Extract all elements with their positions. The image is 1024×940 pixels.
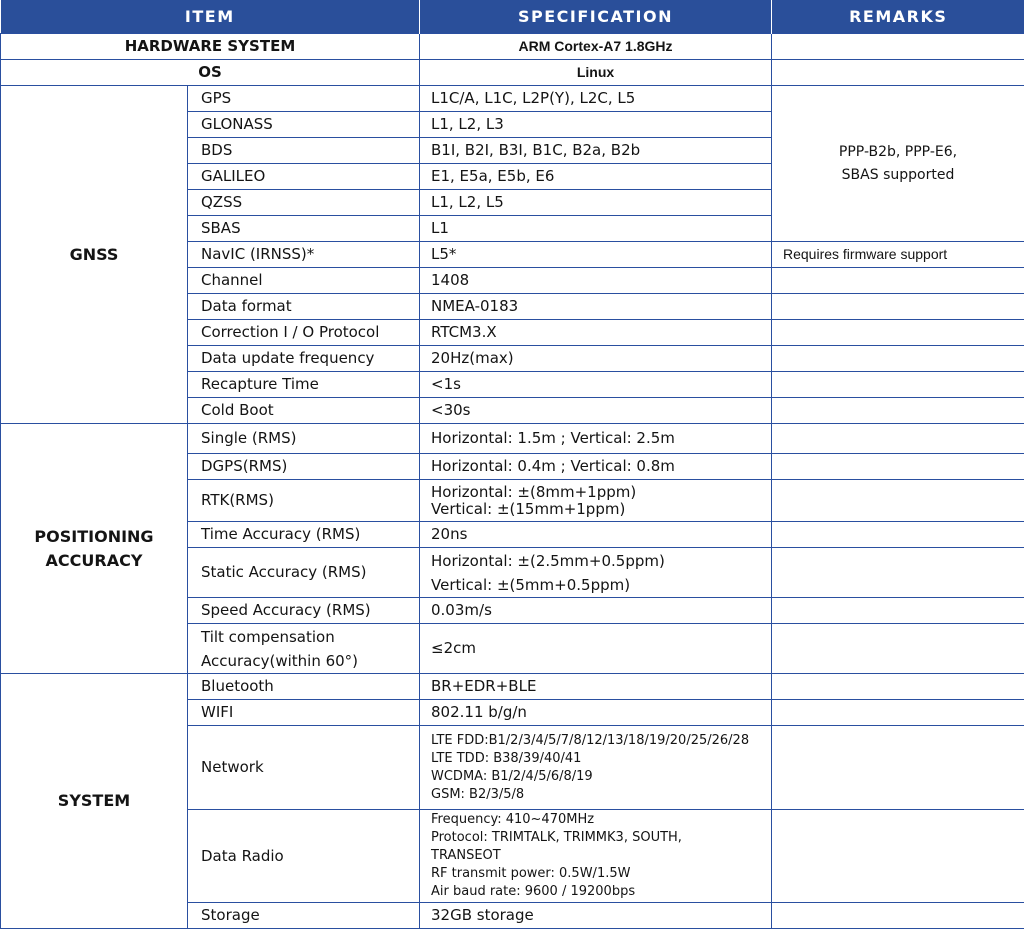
remark-empty bbox=[772, 624, 1024, 674]
table-row bbox=[1, 86, 1024, 112]
spec-line: WCDMA: B1/2/4/5/6/8/19 bbox=[431, 768, 593, 784]
table-row bbox=[1, 674, 1024, 700]
category-positioning-line1: POSITIONING bbox=[34, 526, 154, 546]
spec-line: TRANSEOT bbox=[431, 848, 501, 863]
spec-line: RF transmit power: 0.5W/1.5W bbox=[431, 866, 631, 881]
spec-value bbox=[420, 480, 772, 522]
spec-value bbox=[420, 810, 772, 903]
spec-value: Horizontal: 0.4m ; Vertical: 0.8m bbox=[420, 454, 772, 480]
spec-value: L1, L2, L3 bbox=[420, 112, 772, 138]
spec-value: 32GB storage bbox=[420, 903, 772, 929]
spec-value: 20ns bbox=[420, 522, 772, 548]
remark-empty bbox=[772, 903, 1024, 929]
remark-empty bbox=[772, 548, 1024, 598]
item-label: Cold Boot bbox=[188, 398, 420, 424]
spec-line: Air baud rate: 9600 / 19200bps bbox=[431, 884, 636, 899]
remark-signals bbox=[772, 86, 1024, 242]
header-item: ITEM bbox=[1, 0, 420, 34]
remark-navic: Requires firmware support bbox=[772, 242, 1024, 268]
spec-value: 802.11 b/g/n bbox=[420, 700, 772, 726]
remark-empty bbox=[772, 700, 1024, 726]
category-gnss: GNSS bbox=[1, 86, 188, 424]
remark-empty bbox=[772, 424, 1024, 454]
spec-value: 1408 bbox=[420, 268, 772, 294]
item-label: BDS bbox=[188, 138, 420, 164]
remark-empty bbox=[772, 346, 1024, 372]
spec-value: L5* bbox=[420, 242, 772, 268]
spec-value: BR+EDR+BLE bbox=[420, 674, 772, 700]
spec-value bbox=[420, 548, 772, 598]
spec-value: 20Hz(max) bbox=[420, 346, 772, 372]
remark-empty bbox=[772, 598, 1024, 624]
spec-line: Horizontal: ±(8mm+1ppm) bbox=[431, 482, 637, 501]
remark-empty bbox=[772, 674, 1024, 700]
remark-empty bbox=[772, 294, 1024, 320]
spec-line: LTE FDD:B1/2/3/4/5/7/8/12/13/18/19/20/25/26/28 bbox=[431, 732, 750, 748]
row-hardware bbox=[1, 34, 1024, 60]
spec-value: E1, E5a, E5b, E6 bbox=[420, 164, 772, 190]
item-label: RTK(RMS) bbox=[188, 480, 420, 522]
spec-value: RTCM3.X bbox=[420, 320, 772, 346]
os-value: Linux bbox=[420, 60, 772, 86]
item-label: SBAS bbox=[188, 216, 420, 242]
item-label bbox=[188, 624, 420, 674]
spec-value: 0.03m/s bbox=[420, 598, 772, 624]
header-specification: SPECIFICATION bbox=[420, 0, 772, 34]
spec-line: GSM: B2/3/5/8 bbox=[431, 786, 525, 802]
os-label: OS bbox=[1, 60, 420, 86]
spec-value: NMEA-0183 bbox=[420, 294, 772, 320]
spec-line: LTE TDD: B38/39/40/41 bbox=[431, 750, 582, 766]
item-label: Storage bbox=[188, 903, 420, 929]
os-remark bbox=[772, 60, 1024, 86]
item-label: Time Accuracy (RMS) bbox=[188, 522, 420, 548]
item-label: GPS bbox=[188, 86, 420, 112]
item-label: GLONASS bbox=[188, 112, 420, 138]
item-label: Recapture Time bbox=[188, 372, 420, 398]
item-label: Bluetooth bbox=[188, 674, 420, 700]
item-line: Accuracy(within 60°) bbox=[201, 651, 359, 670]
hardware-value: ARM Cortex-A7 1.8GHz bbox=[420, 34, 772, 60]
spec-value bbox=[420, 726, 772, 810]
remark-empty bbox=[772, 398, 1024, 424]
spec-line: Frequency: 410~470MHz bbox=[431, 812, 595, 827]
remark-signals-line2: SBAS supported bbox=[841, 166, 955, 183]
spec-line: Horizontal: ±(2.5mm+0.5ppm) bbox=[431, 551, 665, 570]
table-row bbox=[1, 424, 1024, 454]
remark-empty bbox=[772, 320, 1024, 346]
category-system: SYSTEM bbox=[1, 674, 188, 929]
remark-empty bbox=[772, 372, 1024, 398]
item-label: NavIC (IRNSS)* bbox=[188, 242, 420, 268]
item-label: Static Accuracy (RMS) bbox=[188, 548, 420, 598]
spec-value: Horizontal: 1.5m ; Vertical: 2.5m bbox=[420, 424, 772, 454]
remark-signals-line1: PPP-B2b, PPP-E6, bbox=[838, 143, 958, 160]
spec-value: ≤2cm bbox=[420, 624, 772, 674]
item-label: WIFI bbox=[188, 700, 420, 726]
item-label: Network bbox=[188, 726, 420, 810]
item-line: Tilt compensation bbox=[201, 627, 335, 646]
remark-empty bbox=[772, 480, 1024, 522]
item-label: Data update frequency bbox=[188, 346, 420, 372]
item-label: Speed Accuracy (RMS) bbox=[188, 598, 420, 624]
item-label: DGPS(RMS) bbox=[188, 454, 420, 480]
spec-value: L1 bbox=[420, 216, 772, 242]
spec-value: B1I, B2I, B3I, B1C, B2a, B2b bbox=[420, 138, 772, 164]
header-remarks: REMARKS bbox=[772, 0, 1024, 34]
hardware-remark bbox=[772, 34, 1024, 60]
item-label: QZSS bbox=[188, 190, 420, 216]
remark-empty bbox=[772, 810, 1024, 903]
header-row bbox=[1, 0, 1024, 34]
spec-line: Vertical: ±(5mm+0.5ppm) bbox=[431, 575, 631, 594]
spec-value: <30s bbox=[420, 398, 772, 424]
row-os bbox=[1, 60, 1024, 86]
item-label: GALILEO bbox=[188, 164, 420, 190]
item-label: Channel bbox=[188, 268, 420, 294]
remark-empty bbox=[772, 522, 1024, 548]
hardware-label: HARDWARE SYSTEM bbox=[1, 34, 420, 60]
remark-empty bbox=[772, 454, 1024, 480]
category-positioning bbox=[1, 424, 188, 674]
remark-empty bbox=[772, 726, 1024, 810]
spec-line: Protocol: TRIMTALK, TRIMMK3, SOUTH, bbox=[431, 830, 682, 845]
item-label: Data format bbox=[188, 294, 420, 320]
spec-line: Vertical: ±(15mm+1ppm) bbox=[431, 499, 626, 518]
category-positioning-line2: ACCURACY bbox=[45, 550, 143, 570]
item-label: Data Radio bbox=[188, 810, 420, 903]
spec-value: <1s bbox=[420, 372, 772, 398]
remark-empty bbox=[772, 268, 1024, 294]
spec-value: L1, L2, L5 bbox=[420, 190, 772, 216]
item-label: Correction I / O Protocol bbox=[188, 320, 420, 346]
item-label: Single (RMS) bbox=[188, 424, 420, 454]
spec-value: L1C/A, L1C, L2P(Y), L2C, L5 bbox=[420, 86, 772, 112]
